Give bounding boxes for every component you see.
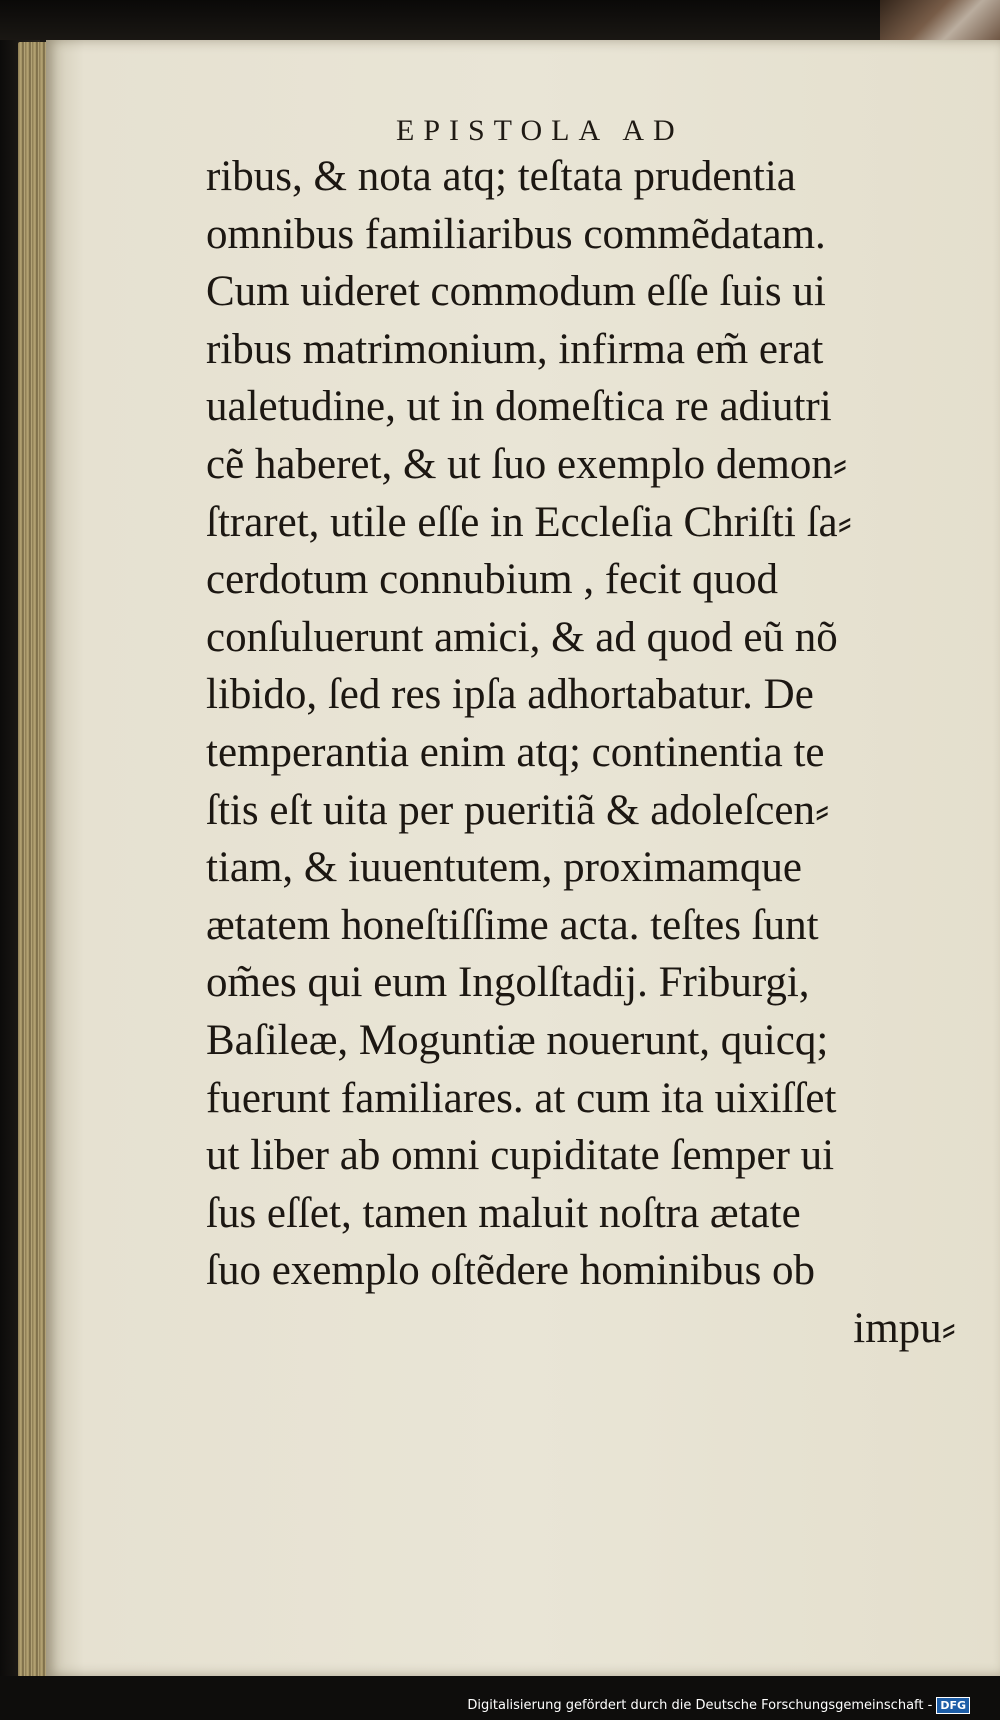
text-line: om̃es qui eum Ingolſtadij. Friburgi, (206, 959, 810, 1007)
text-line: ſtraret, utile eſſe in Eccleſia Chriſti ſa⸗ (206, 498, 852, 546)
book-page (46, 40, 1000, 1676)
text-block (206, 148, 996, 1357)
text-line: cerdotum connubium , fecit quod (206, 556, 778, 604)
text-line: ſtis eſt uita per pueritiã & adoleſcen⸗ (206, 786, 830, 834)
running-head: EPISTOLA AD (396, 114, 684, 147)
text-line: ſus eſſet, tamen maluit noſtra ætate (206, 1189, 801, 1237)
catchword: impu⸗ (853, 1304, 956, 1352)
text-line: tiam, & iuuentutem, proximamque (206, 844, 802, 892)
text-line: ribus matrimonium, infirma em̃ erat (206, 325, 824, 373)
text-line: Baſileæ, Moguntiæ nouerunt, quicq; (206, 1016, 829, 1064)
text-line: ualetudine, ut in domeſtica re adiutri (206, 383, 832, 431)
text-line: omnibus familiaribus commẽdatam. (206, 210, 826, 258)
text-line: ætatem honeſtiſſime acta. teſtes ſunt (206, 901, 819, 949)
text-line: ribus, & nota atq; teſtata prudentia (206, 153, 796, 200)
credit-text: Digitalisierung gefördert durch die Deutsche Forschungsgemeinschaft - (467, 1698, 933, 1713)
text-line: fuerunt familiares. at cum ita uixiſſet (206, 1074, 837, 1122)
footer-bar (0, 1676, 1000, 1720)
text-line: libido, ſed res ipſa adhortabatur. De (206, 671, 814, 719)
text-line: Cum uideret commodum eſſe ſuis ui (206, 268, 826, 316)
text-line: conſuluerunt amici, & ad quod eũ nõ (206, 613, 838, 661)
digitization-credit (467, 1697, 970, 1714)
text-line: ſuo exemplo oſtẽdere hominibus ob (206, 1247, 816, 1295)
dfg-logo: DFG (936, 1697, 970, 1714)
text-line: cẽ haberet, & ut ſuo exemplo demon⸗ (206, 440, 848, 488)
text-line: ut liber ab omni cupiditate ſemper ui (206, 1132, 835, 1180)
text-line: temperantia enim atq; continentia te (206, 728, 825, 776)
